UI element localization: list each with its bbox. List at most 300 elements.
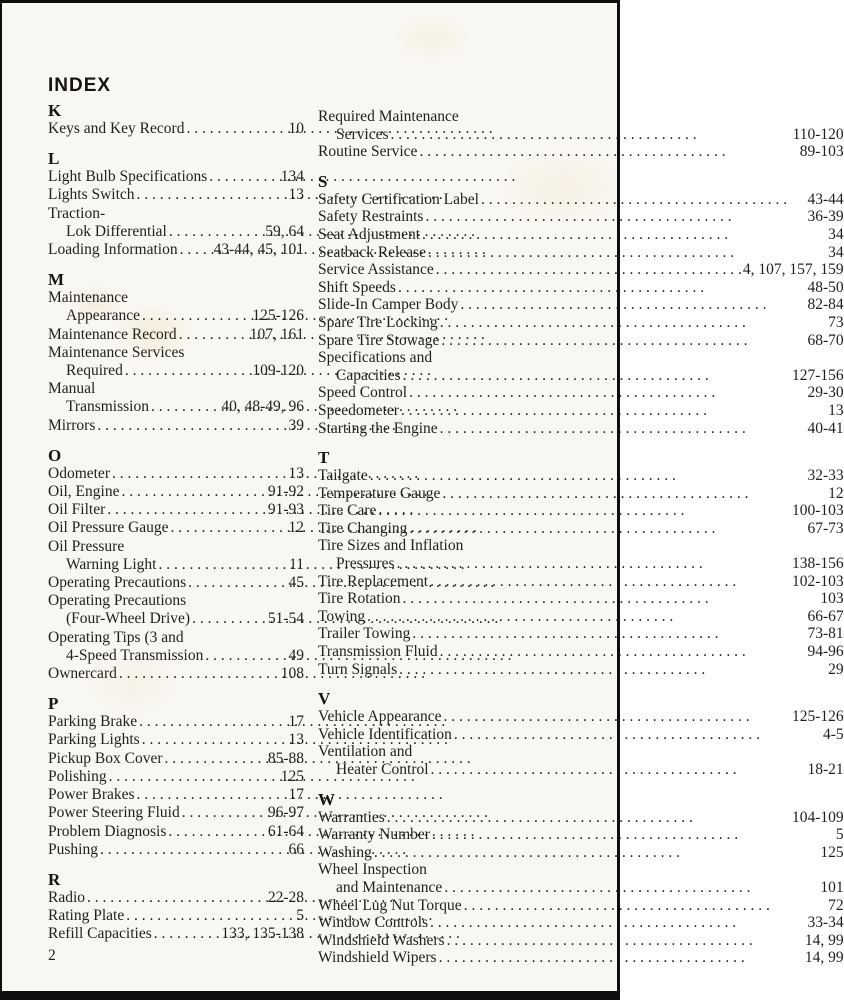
index-entry-line bbox=[318, 420, 844, 438]
index-entry-line bbox=[48, 380, 304, 398]
index-entry-line bbox=[318, 555, 844, 573]
index-entry-line bbox=[48, 538, 304, 556]
index-section bbox=[48, 447, 304, 683]
entry-pages: 14, 99 bbox=[804, 931, 844, 949]
index-entry-line bbox=[318, 625, 844, 643]
index-entry-line bbox=[48, 786, 304, 804]
entry-pages: 17 bbox=[288, 713, 304, 731]
entry-text: Ventilation and bbox=[318, 743, 413, 761]
index-entry-line bbox=[48, 398, 304, 416]
entry-pages: 134 bbox=[280, 168, 304, 186]
entry-pages: 61-64 bbox=[267, 822, 304, 840]
index-entry-line bbox=[318, 314, 844, 332]
entry-pages: 125-126 bbox=[252, 307, 304, 325]
entry-pages: 127-156 bbox=[792, 366, 844, 384]
index-entry-line bbox=[48, 556, 304, 574]
dot-leader bbox=[192, 610, 267, 628]
entry-pages: 125 bbox=[820, 843, 844, 861]
entry-text: Vehicle Appearance bbox=[318, 708, 442, 726]
entry-text: Maintenance Services bbox=[48, 343, 185, 361]
index-entry-line bbox=[318, 467, 844, 485]
entry-pages: 11 bbox=[289, 555, 304, 573]
entry-text: Operating Precautions bbox=[48, 574, 187, 592]
entry-text: Maintenance bbox=[48, 289, 129, 307]
dot-leader bbox=[97, 417, 287, 435]
index-entry-line bbox=[318, 708, 844, 726]
dot-leader bbox=[440, 420, 807, 438]
index-section bbox=[318, 791, 844, 967]
entry-text: Appearance bbox=[66, 307, 141, 325]
entry-pages: 68-70 bbox=[807, 331, 844, 349]
index-entry-line bbox=[48, 326, 304, 344]
entry-pages: 59, 64 bbox=[265, 222, 304, 240]
page-number: 2 bbox=[48, 946, 56, 964]
index-entry-line bbox=[48, 307, 304, 325]
entry-pages: 17 bbox=[288, 786, 304, 804]
entry-text: Spare Tire Locking bbox=[318, 313, 438, 331]
dot-leader bbox=[440, 643, 807, 661]
section-letter: S bbox=[318, 171, 328, 191]
index-entry-line bbox=[48, 907, 304, 925]
entry-text: Oil Filter bbox=[48, 501, 106, 519]
entry-text: Windshield Wipers bbox=[318, 949, 437, 967]
index-entry-line bbox=[318, 590, 844, 608]
entry-text: Parking Lights bbox=[48, 731, 140, 749]
entry-text: Specifications and bbox=[318, 349, 433, 367]
dot-leader bbox=[409, 520, 806, 538]
index-entry-line bbox=[318, 844, 844, 862]
index-entry-line bbox=[48, 925, 304, 943]
dot-leader bbox=[168, 823, 266, 841]
dot-leader bbox=[142, 731, 288, 749]
section-letter: P bbox=[48, 694, 59, 714]
entry-text: Required Maintenance bbox=[318, 108, 459, 125]
index-entry-line bbox=[48, 610, 304, 628]
dot-leader bbox=[442, 485, 827, 503]
dot-leader bbox=[447, 932, 804, 950]
entry-pages: 5 bbox=[835, 826, 844, 844]
entry-text: Service Assistance bbox=[318, 261, 434, 279]
entry-pages: 85-88 bbox=[267, 749, 304, 767]
entry-text: Services bbox=[336, 125, 389, 143]
entry-pages: 13 bbox=[288, 464, 304, 482]
dot-leader bbox=[158, 556, 288, 574]
index-section bbox=[318, 173, 844, 437]
index-entry-line bbox=[48, 519, 304, 537]
index-entry-line bbox=[318, 108, 844, 126]
entry-pages: 102-103 bbox=[792, 572, 844, 590]
entry-pages: 32-33 bbox=[807, 467, 844, 485]
index-entry-line bbox=[318, 726, 844, 744]
dot-leader bbox=[209, 168, 279, 186]
index-entry-line bbox=[318, 296, 844, 314]
dot-leader bbox=[367, 608, 806, 626]
dot-leader bbox=[444, 879, 819, 897]
entry-pages: 91-93 bbox=[267, 501, 304, 519]
entry-text: Temperature Gauge bbox=[318, 484, 441, 502]
entry-text: Shift Speeds bbox=[318, 278, 396, 296]
dot-leader bbox=[374, 844, 820, 862]
dot-leader bbox=[126, 907, 295, 925]
entry-text: and Maintenance bbox=[336, 878, 443, 896]
entry-pages: 43-44 bbox=[807, 190, 844, 208]
dot-leader bbox=[137, 786, 288, 804]
entry-text: Tailgate bbox=[318, 467, 368, 485]
entry-pages: 40, 48-49, 96 bbox=[221, 398, 304, 416]
entry-text: Operating Tips (3 and bbox=[48, 628, 184, 646]
entry-text: Tire Replacement bbox=[318, 572, 429, 590]
index-entry-line bbox=[318, 743, 844, 761]
index-entry-line bbox=[318, 261, 844, 279]
index-entry-line bbox=[48, 665, 304, 683]
entry-text: Trailer Towing bbox=[318, 625, 411, 643]
index-entry-line bbox=[318, 573, 844, 591]
index-entry-line bbox=[318, 809, 844, 827]
dot-leader bbox=[186, 120, 287, 138]
index-entry-line bbox=[48, 289, 304, 307]
entry-text: Ownercard bbox=[48, 665, 117, 683]
entry-pages: 91-92 bbox=[267, 483, 304, 501]
entry-text: Warranty Number bbox=[318, 826, 430, 844]
dot-leader bbox=[100, 841, 288, 859]
index-entry-line bbox=[48, 889, 304, 907]
entry-pages: 73-81 bbox=[807, 625, 844, 643]
entry-text: Odometer bbox=[48, 464, 110, 482]
entry-pages: 125 bbox=[280, 767, 304, 785]
index-section bbox=[318, 449, 844, 678]
dot-leader bbox=[139, 713, 287, 731]
index-entry-line bbox=[48, 629, 304, 647]
index-entry-line bbox=[318, 761, 844, 779]
index-entry-line bbox=[318, 332, 844, 350]
entry-pages: 89-103 bbox=[799, 143, 844, 161]
entry-pages: 36-39 bbox=[807, 208, 844, 226]
dot-leader bbox=[169, 223, 264, 241]
entry-text: Turn Signals bbox=[318, 660, 398, 678]
dot-leader bbox=[432, 826, 835, 844]
entry-text: Slide-In Camper Body bbox=[318, 296, 459, 314]
index-entry-line bbox=[48, 750, 304, 768]
entry-pages: 18-21 bbox=[807, 761, 844, 778]
dot-leader bbox=[151, 398, 220, 416]
dot-leader bbox=[378, 502, 791, 520]
dot-leader bbox=[137, 186, 288, 204]
entry-text: Seatback Release bbox=[318, 243, 427, 261]
dot-leader bbox=[412, 625, 806, 643]
dot-leader bbox=[87, 889, 267, 907]
dot-leader bbox=[125, 362, 252, 380]
dot-leader bbox=[403, 590, 820, 608]
index-entry-line bbox=[48, 186, 304, 204]
entry-pages: 94-96 bbox=[807, 643, 844, 661]
dot-leader bbox=[430, 914, 806, 932]
entry-pages: 125-126 bbox=[792, 708, 844, 726]
entry-pages: 109-120 bbox=[252, 362, 304, 380]
entry-text: Keys and Key Record bbox=[48, 120, 185, 137]
entry-pages: 13 bbox=[828, 401, 844, 419]
section-letter: V bbox=[318, 689, 331, 709]
index-entry-line bbox=[318, 402, 844, 420]
dot-leader bbox=[440, 314, 827, 332]
index-left-column bbox=[48, 75, 304, 965]
index-entry-line bbox=[318, 208, 844, 226]
entry-text: Lok Differential bbox=[66, 222, 167, 240]
index-entry-line bbox=[318, 244, 844, 262]
dot-leader bbox=[444, 708, 791, 726]
dot-leader bbox=[439, 949, 804, 967]
index-entry-line bbox=[48, 483, 304, 501]
dot-leader bbox=[391, 126, 792, 144]
section-letter: L bbox=[48, 149, 60, 169]
index-content bbox=[48, 75, 844, 967]
entry-pages: 67-73 bbox=[807, 519, 844, 537]
dot-leader bbox=[399, 661, 827, 679]
entry-text: (Four-Wheel Drive) bbox=[66, 610, 191, 628]
dot-leader bbox=[107, 501, 267, 519]
entry-text: Parking Brake bbox=[48, 713, 138, 731]
entry-text: Tire Sizes and Inflation bbox=[318, 537, 464, 555]
index-entry-line bbox=[318, 932, 844, 950]
dot-leader bbox=[431, 761, 807, 779]
dot-leader bbox=[112, 465, 288, 483]
entry-text: Radio bbox=[48, 888, 86, 906]
entry-pages: 51-54 bbox=[267, 610, 304, 628]
index-entry-line bbox=[318, 384, 844, 402]
entry-text: Operating Precautions bbox=[48, 592, 187, 610]
index-section bbox=[48, 695, 304, 859]
entry-pages: 110-120 bbox=[792, 125, 844, 143]
index-entry-line bbox=[48, 344, 304, 362]
section-letter: O bbox=[48, 445, 62, 465]
index-entry-line bbox=[318, 897, 844, 915]
dot-leader bbox=[460, 296, 806, 314]
index-entry-line bbox=[318, 520, 844, 538]
entry-pages: 72 bbox=[828, 896, 844, 914]
entry-text: Spare Tire Stowage bbox=[318, 331, 440, 349]
dot-leader bbox=[422, 226, 827, 244]
index-entry-line bbox=[318, 226, 844, 244]
entry-pages: 10 bbox=[288, 120, 304, 137]
index-entry-line bbox=[318, 661, 844, 679]
entry-pages: 73 bbox=[828, 313, 844, 331]
index-entry-line bbox=[318, 643, 844, 661]
dot-leader bbox=[425, 208, 806, 226]
dot-leader bbox=[409, 384, 806, 402]
index-entry-line bbox=[48, 841, 304, 859]
entry-text: Window Controls bbox=[318, 914, 429, 932]
section-letter: T bbox=[318, 448, 330, 468]
entry-text: Power Steering Fluid bbox=[48, 804, 180, 822]
entry-pages: 48-50 bbox=[807, 278, 844, 296]
entry-text: Seat Adjustment bbox=[318, 225, 421, 243]
index-entry-line bbox=[48, 501, 304, 519]
entry-text: Speedometer bbox=[318, 401, 399, 419]
entry-text: Loading Information bbox=[48, 241, 178, 259]
dot-leader bbox=[109, 768, 280, 786]
index-entry-line bbox=[48, 804, 304, 822]
entry-pages: 22-28 bbox=[267, 888, 304, 906]
index-entry-line bbox=[48, 713, 304, 731]
entry-text: Rating Plate bbox=[48, 907, 125, 925]
dot-leader bbox=[436, 261, 742, 279]
index-entry-line bbox=[48, 731, 304, 749]
entry-pages: 4, 107, 157, 159 bbox=[742, 261, 844, 279]
entry-text: Power Brakes bbox=[48, 786, 135, 804]
dot-leader bbox=[154, 925, 221, 943]
index-entry-line bbox=[48, 223, 304, 241]
index-entry-line bbox=[48, 574, 304, 592]
dot-leader bbox=[205, 647, 287, 665]
index-entry-line bbox=[318, 608, 844, 626]
index-entry-line bbox=[318, 349, 844, 367]
entry-text: Pushing bbox=[48, 840, 98, 858]
entry-pages: 82-84 bbox=[807, 296, 844, 314]
dot-leader bbox=[464, 897, 827, 915]
entry-text: Safety Restraints bbox=[318, 208, 424, 226]
entry-pages: 39 bbox=[288, 416, 304, 434]
index-entry-line bbox=[318, 502, 844, 520]
entry-pages: 12 bbox=[828, 484, 844, 502]
dot-leader bbox=[401, 402, 827, 420]
index-entry-line bbox=[48, 592, 304, 610]
dot-leader bbox=[121, 483, 266, 501]
index-entry-line bbox=[48, 768, 304, 786]
entry-pages: 4-5 bbox=[823, 725, 844, 743]
entry-text: Starting the Engine bbox=[318, 419, 438, 437]
dot-leader bbox=[179, 326, 249, 344]
entry-pages: 101 bbox=[820, 878, 844, 896]
entry-pages: 43-44, 45, 101 bbox=[213, 241, 304, 259]
entry-pages: 5 bbox=[296, 907, 304, 925]
index-entry-line bbox=[48, 823, 304, 841]
index-entry-line bbox=[318, 485, 844, 503]
entry-pages: 13 bbox=[288, 731, 304, 749]
entry-text: Transmission Fluid bbox=[318, 643, 438, 661]
entry-pages: 133, 135-138 bbox=[221, 925, 304, 943]
entry-text: Washing bbox=[318, 843, 372, 861]
index-section bbox=[318, 108, 844, 161]
entry-text: Manual bbox=[48, 380, 96, 398]
dot-leader bbox=[142, 307, 251, 325]
index-column bbox=[48, 102, 304, 944]
entry-text: Polishing bbox=[48, 767, 107, 785]
dot-leader bbox=[387, 809, 791, 827]
index-entry-line bbox=[48, 241, 304, 259]
entry-pages: 34 bbox=[828, 243, 844, 261]
entry-pages: 107, 161 bbox=[249, 325, 304, 343]
index-section bbox=[48, 150, 304, 259]
entry-text: Speed Control bbox=[318, 384, 408, 402]
entry-text: Light Bulb Specifications bbox=[48, 168, 208, 186]
index-section bbox=[48, 871, 304, 944]
entry-pages: 103 bbox=[820, 590, 844, 608]
index-entry-line bbox=[48, 417, 304, 435]
entry-text: Pickup Box Cover bbox=[48, 749, 163, 767]
index-entry-line bbox=[318, 949, 844, 967]
entry-text: Wheel Inspection bbox=[318, 861, 427, 879]
index-entry-line bbox=[318, 191, 844, 209]
index-right-column bbox=[318, 75, 844, 967]
dot-leader bbox=[165, 750, 267, 768]
entry-text: Warranties bbox=[318, 808, 385, 826]
entry-text: Vehicle Identification bbox=[318, 725, 452, 743]
dot-leader bbox=[182, 804, 267, 822]
index-section bbox=[48, 271, 304, 435]
entry-text: Problem Diagnosis bbox=[48, 822, 167, 840]
dot-leader bbox=[188, 574, 287, 592]
index-entry-line bbox=[48, 120, 304, 138]
entry-pages: 96-97 bbox=[267, 804, 304, 822]
dot-leader bbox=[403, 367, 791, 385]
entry-pages: 13 bbox=[288, 186, 304, 204]
entry-text: Refill Capacities bbox=[48, 925, 152, 943]
index-entry-line bbox=[48, 465, 304, 483]
entry-pages: 108 bbox=[280, 665, 304, 683]
dot-leader bbox=[397, 555, 791, 573]
entry-pages: 33-34 bbox=[807, 914, 844, 932]
section-letter: M bbox=[48, 270, 65, 290]
entry-text: Routine Service bbox=[318, 143, 418, 161]
dot-leader bbox=[481, 191, 807, 209]
index-entry-line bbox=[48, 647, 304, 665]
dot-leader bbox=[419, 143, 798, 161]
entry-text: Oil Pressure Gauge bbox=[48, 519, 169, 537]
dot-leader bbox=[119, 665, 280, 683]
entry-text: Wheel Lug Nut Torque bbox=[318, 896, 462, 914]
index-entry-line bbox=[318, 826, 844, 844]
entry-text: Required bbox=[66, 362, 123, 380]
entry-pages: 100-103 bbox=[792, 502, 844, 520]
section-letter: K bbox=[48, 101, 62, 120]
entry-pages: 45 bbox=[288, 574, 304, 592]
index-entry-line bbox=[318, 279, 844, 297]
entry-text: Windshield Washers bbox=[318, 931, 445, 949]
entry-pages: 66-67 bbox=[807, 607, 844, 625]
entry-pages: 138-156 bbox=[792, 555, 844, 573]
entry-pages: 40-41 bbox=[807, 419, 844, 437]
index-section bbox=[48, 102, 304, 138]
dot-leader bbox=[428, 244, 827, 262]
index-section bbox=[318, 690, 844, 778]
entry-text: Towing bbox=[318, 607, 366, 625]
index-entry-line bbox=[318, 367, 844, 385]
index-entry-line bbox=[318, 537, 844, 555]
entry-text: Safety Certification Label bbox=[318, 190, 479, 208]
index-column bbox=[318, 108, 844, 967]
dot-leader bbox=[454, 726, 822, 744]
page-title: INDEX bbox=[48, 75, 112, 96]
index-entry-line bbox=[48, 205, 304, 223]
index-entry-line bbox=[318, 861, 844, 879]
entry-pages: 12 bbox=[288, 519, 304, 537]
entry-text: Warning Light bbox=[66, 555, 157, 573]
dot-leader bbox=[398, 279, 807, 297]
entry-pages: 29 bbox=[828, 660, 844, 678]
entry-pages: 49 bbox=[288, 646, 304, 664]
entry-text: Oil, Engine bbox=[48, 483, 120, 501]
entry-text: Maintenance Record bbox=[48, 325, 177, 343]
dot-leader bbox=[430, 573, 791, 591]
entry-pages: 66 bbox=[288, 840, 304, 858]
index-entry-line bbox=[318, 879, 844, 897]
entry-text: Heater Control bbox=[336, 761, 429, 778]
entry-text: Mirrors bbox=[48, 416, 96, 434]
dot-leader bbox=[171, 519, 288, 537]
entry-pages: 34 bbox=[828, 225, 844, 243]
entry-text: Lights Switch bbox=[48, 186, 135, 204]
entry-pages: 14, 99 bbox=[804, 949, 844, 967]
index-entry-line bbox=[318, 126, 844, 144]
